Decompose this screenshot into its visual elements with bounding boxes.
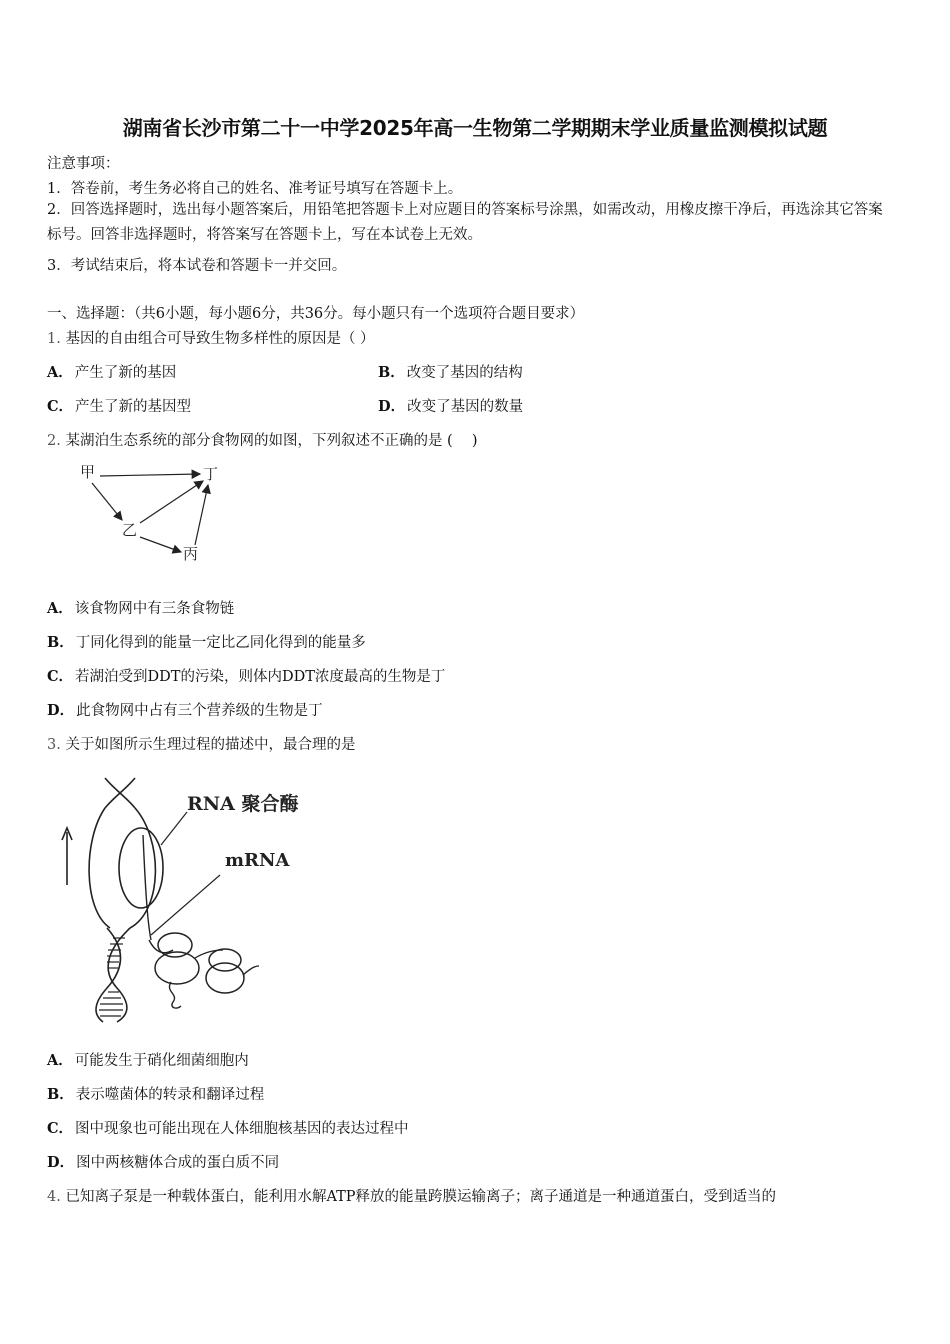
node-yi: 乙 [122,521,138,539]
option-c [47,395,191,416]
page-title: 湖南省长沙市第二十一中学2025年高一生物第二学期期末学业质量监测模拟试题 [122,116,828,140]
question-stem: 某湖泊生态系统的部分食物网的如图，下列叙述不正确的是 ( ) [65,433,478,449]
option-text: 产生了新的基因型 [75,399,192,415]
option-letter: A． [47,1052,73,1069]
option-letter: D． [47,702,75,719]
option-text: 此食物网中占有三个营养级的生物是丁 [76,703,323,719]
arrow-jia-ding [100,474,200,476]
option-letter: B． [47,1086,74,1103]
label-rna-polymerase: RNA 聚合酶 [187,793,299,815]
option-d [378,395,523,416]
option-d [47,699,323,720]
option-text: 改变了基因的结构 [406,365,523,381]
option-letter: C． [47,1120,74,1137]
option-a [47,597,234,618]
notice-heading: 注意事项： [47,156,120,172]
section-heading: 一、选择题：（共6小题，每小题6分，共36分。每小题只有一个选项符合题目要求） [47,306,585,322]
option-letter: A． [47,364,73,381]
question-3 [47,733,355,754]
label-mrna: mRNA [225,850,290,871]
option-d [47,1151,279,1172]
notice-item: 3．考试结束后，将本试卷和答题卡一并交回。 [47,258,347,274]
question-stem: 已知离子泵是一种载体蛋白，能利用水解ATP释放的能量跨膜运输离子；离子通道是一种通道蛋白，受到适当的 [65,1189,777,1205]
option-text: 图中两核糖体合成的蛋白质不同 [76,1155,280,1171]
transcription-translation-diagram [55,770,315,1030]
node-bing: 丙 [183,545,199,563]
option-letter: D． [378,398,406,415]
option-text: 可能发生于硝化细菌细胞内 [74,1053,249,1069]
option-text: 改变了基因的数量 [407,399,524,415]
node-ding: 丁 [203,465,219,483]
question-number: 3. [47,737,61,753]
option-b [47,631,366,652]
option-letter: C． [47,668,74,685]
question-stem: 关于如图所示生理过程的描述中，最合理的是 [65,737,356,753]
question-number: 2. [47,433,61,449]
option-a [47,1049,249,1070]
arrow-yi-bing [140,537,181,552]
option-letter: C． [47,398,74,415]
arrow-jia-yi [92,483,122,520]
question-1 [47,327,375,348]
question-stem: 基因的自由组合可导致生物多样性的原因是（ ） [65,331,375,347]
option-b [47,1083,264,1104]
option-c [47,1117,409,1138]
arrow-bing-ding [195,485,208,545]
node-jia: 甲 [80,463,96,481]
option-c [47,665,445,686]
option-a [47,361,176,382]
option-letter: D． [47,1154,75,1171]
question-4 [47,1185,776,1206]
option-letter: B． [47,634,74,651]
question-2 [47,429,477,450]
option-letter: B． [378,364,405,381]
arrow-yi-ding [140,481,203,523]
option-text: 图中现象也可能出现在人体细胞核基因的表达过程中 [75,1121,409,1137]
notice-item: 1．答卷前，考生务必将自己的姓名、准考证号填写在答题卡上。 [47,181,463,197]
question-number: 1. [47,331,61,347]
food-web-diagram [70,455,230,570]
option-text: 若湖泊受到DDT的污染，则体内DDT浓度最高的生物是丁 [75,669,446,685]
notice-item: 2．回答选择题时，选出每小题答案后，用铅笔把答题卡上对应题目的答案标号涂黑，如需改动，用橡皮擦干净后，再选涂其它答案标号。回答非选择题时，将答案写在答题卡上，写在本试卷上无效。 [47,202,883,243]
option-text: 产生了新的基因 [74,365,177,381]
option-letter: A． [47,600,73,617]
question-number: 4. [47,1189,61,1205]
option-text: 表示噬菌体的转录和翻译过程 [75,1087,265,1103]
option-text: 该食物网中有三条食物链 [74,601,235,617]
option-text: 丁同化得到的能量一定比乙同化得到的能量多 [75,635,366,651]
option-b [378,361,523,382]
